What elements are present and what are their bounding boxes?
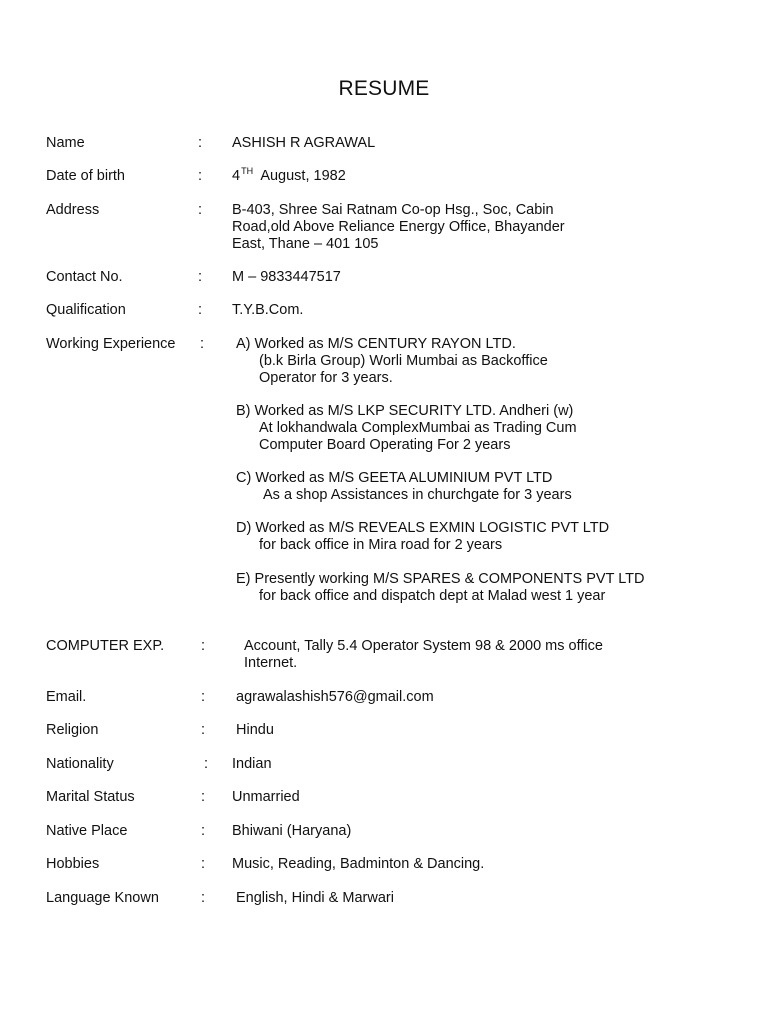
experience-line: C) Worked as M/S GEETA ALUMINIUM PVT LTD — [236, 470, 553, 486]
field-label: Nationality — [46, 756, 114, 772]
experience-line: As a shop Assistances in churchgate for 3 years — [263, 487, 572, 503]
field-working-experience — [46, 336, 748, 606]
field-value: ASHISH R AGRAWAL — [232, 135, 376, 151]
field-value: Indian — [232, 756, 272, 772]
page-title: RESUME — [338, 77, 430, 100]
field-value: Bhiwani (Haryana) — [232, 823, 352, 839]
field-colon: : — [201, 638, 206, 654]
experience-item — [236, 336, 548, 387]
experience-line: A) Worked as M/S CENTURY RAYON LTD. — [236, 336, 516, 352]
experience-item — [236, 403, 577, 454]
field-colon: : — [201, 789, 206, 805]
field-colon: : — [200, 336, 205, 352]
field-colon: : — [198, 135, 203, 151]
field-label: Native Place — [46, 823, 128, 839]
field-colon: : — [198, 269, 203, 285]
experience-item — [236, 470, 572, 504]
field-label: Name — [46, 135, 85, 151]
field-value: English, Hindi & Marwari — [236, 890, 394, 906]
field-value: Unmarried — [232, 789, 300, 805]
field-colon: : — [201, 689, 206, 705]
experience-item — [236, 571, 645, 605]
field-value: Music, Reading, Badminton & Dancing. — [232, 856, 485, 872]
field-value — [232, 202, 565, 253]
field-label: COMPUTER EXP. — [46, 638, 165, 654]
field-value: Hindu — [236, 722, 274, 738]
field-value: agrawalashish576@gmail.com — [236, 689, 434, 705]
field-label: Language Known — [46, 890, 159, 906]
field-colon: : — [201, 890, 206, 906]
computer-line: Internet. — [244, 655, 298, 671]
experience-line: E) Presently working M/S SPARES & COMPONENTS PVT LTD — [236, 571, 645, 587]
field-label: Address — [46, 202, 100, 218]
dob-month-year: August, 1982 — [260, 168, 346, 184]
field-label: Religion — [46, 722, 99, 738]
experience-line: D) Worked as M/S REVEALS EXMIN LOGISTIC PVT LTD — [236, 520, 610, 536]
field-value: T.Y.B.Com. — [232, 302, 304, 318]
field-colon: : — [198, 168, 203, 184]
field-label: Email. — [46, 689, 87, 705]
field-colon: : — [201, 856, 206, 872]
field-colon: : — [198, 302, 203, 318]
address-line: Road,old Above Reliance Energy Office, Bhayander — [232, 219, 565, 235]
experience-line: Operator for 3 years. — [259, 370, 393, 386]
field-label: Qualification — [46, 302, 126, 318]
experience-line: (b.k Birla Group) Worli Mumbai as Backoffice — [259, 353, 548, 369]
address-line: East, Thane – 401 105 — [232, 236, 379, 252]
field-label: Date of birth — [46, 168, 125, 184]
experience-item — [236, 520, 609, 554]
dob-day: 4 — [232, 168, 241, 184]
field-value: M – 9833447517 — [232, 269, 341, 285]
field-colon: : — [201, 722, 206, 738]
computer-line: Account, Tally 5.4 Operator System 98 & 2000 ms office — [244, 638, 603, 654]
field-label: Marital Status — [46, 789, 135, 805]
experience-line: Computer Board Operating For 2 years — [259, 437, 511, 453]
experience-line: for back office and dispatch dept at Malad west 1 year — [259, 588, 606, 604]
field-colon: : — [204, 756, 209, 772]
experience-line: B) Worked as M/S LKP SECURITY LTD. Andheri (w) — [236, 403, 574, 419]
experience-line: At lokhandwala ComplexMumbai as Trading Cum — [259, 420, 577, 436]
field-colon: : — [198, 202, 203, 218]
experience-line: for back office in Mira road for 2 years — [259, 537, 503, 553]
field-colon: : — [201, 823, 206, 839]
field-label: Working Experience — [46, 336, 176, 352]
dob-day-suffix: TH — [241, 166, 254, 176]
address-line: B-403, Shree Sai Ratnam Co-op Hsg., Soc, Cabin — [232, 202, 554, 218]
field-value — [232, 168, 346, 185]
field-value — [244, 638, 603, 672]
field-label: Hobbies — [46, 856, 100, 872]
field-label: Contact No. — [46, 269, 123, 285]
